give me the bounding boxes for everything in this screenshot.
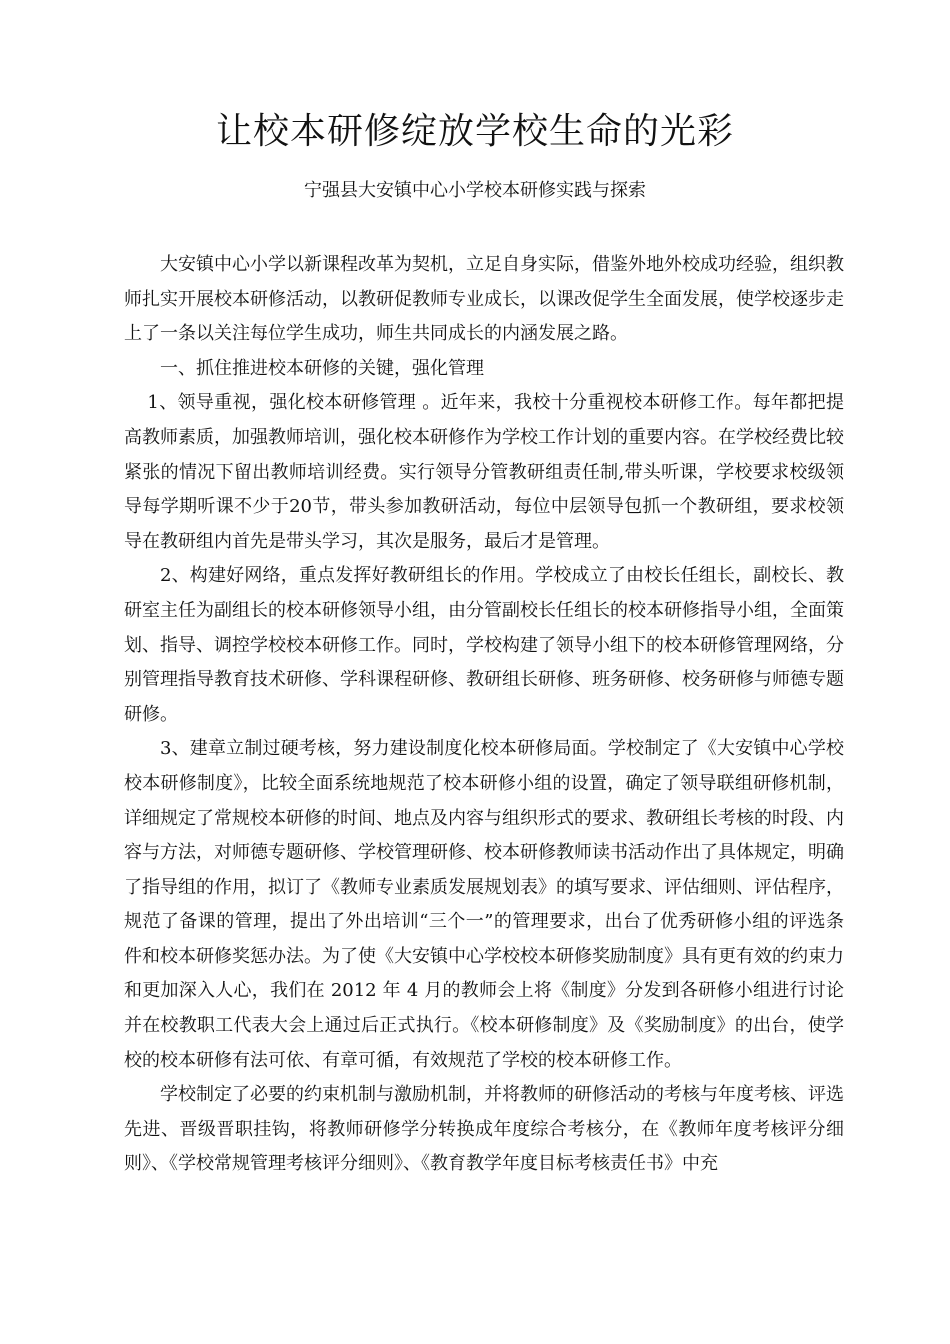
- document-body: [124, 248, 844, 1182]
- body-paragraph: 2、构建好网络，重点发挥好教研组长的作用。学校成立了由校长任组长，副校长、教研室主任为副组长的校本研修领导小组，由分管副校长任组长的校本研修指导小组，全面策划、指导、调控学校校本研修工作。同时，学校构建了领导小组下的校本研修管理网络，分别管理指导教育技术研修、学科课程研修、教研组长研修、班务研修、校务研修与师德专题研修。: [124, 565, 844, 725]
- body-paragraph: 3、建章立制过硬考核，努力建设制度化校本研修局面。学校制定了《大安镇中心学校校本研修制度》，比较全面系统地规范了校本研修小组的设置，确定了领导联组研修机制，详细规定了常规校本研修的时间、地点及内容与组织形式的要求、教研组长考核的时段、内容与方法，对师德专题研修、学校管理研修、校本研修教师读书活动作出了具体规定，明确了指导组的作用，拟订了《教师专业素质发展规划表》的填写要求、评估细则、评估程序，规范了备课的管理，提出了外出培训“三个一”的管理要求，出台了优秀研修小组的评选条件和校本研修奖惩办法。为了使《大安镇中心学校校本研修奖励制度》具有更有效的约束力和更加深入人心，我们在 2012 年 4 月的教师会上将《制度》分发到各研修小组进行讨论并在校教职工代表大会上通过后正式执行。《校本研修制度》及《奖励制度》的出台，使学校的校本研修有法可依、有章可循，有效规范了学校的校本研修工作。: [124, 738, 844, 1071]
- body-paragraph: 学校制定了必要的约束机制与激励机制，并将教师的研修活动的考核与年度考核、评选先进、晋级晋职挂钩，将教师研修学分转换成年度综合考核分，在《教师年度考核评分细则》、《学校常规管理考核评分细则》、《教育教学年度目标考核责任书》中充: [124, 1084, 844, 1175]
- body-paragraph: 1、领导重视，强化校本研修管理 。近年来，我校十分重视校本研修工作。每年都把提高教师素质，加强教师培训，强化校本研修作为学校工作计划的重要内容。在学校经费比较紧张的情况下留出教师培训经费。实行领导分管教研组责任制,带头听课，学校要求校级领导每学期听课不少于20节，带头参加教研活动，每位中层领导包抓一个教研组，要求校领导在教研组内首先是带头学习，其次是服务，最后才是管理。: [124, 392, 844, 552]
- document-subtitle: 宁强县大安镇中心小学校本研修实践与探索: [304, 180, 646, 201]
- intro-paragraph: 大安镇中心小学以新课程改革为契机，立足自身实际，借鉴外地外校成功经验，组织教师扎实开展校本研修活动，以教研促教师专业成长，以课改促学生全面发展，使学校逐步走上了一条以关注每位学生成功，师生共同成长的内涵发展之路。: [124, 254, 844, 345]
- document-title: 让校本研修绽放学校生命的光彩: [215, 111, 734, 152]
- section-heading: 一、抓住推进校本研修的关键，强化管理: [160, 357, 484, 379]
